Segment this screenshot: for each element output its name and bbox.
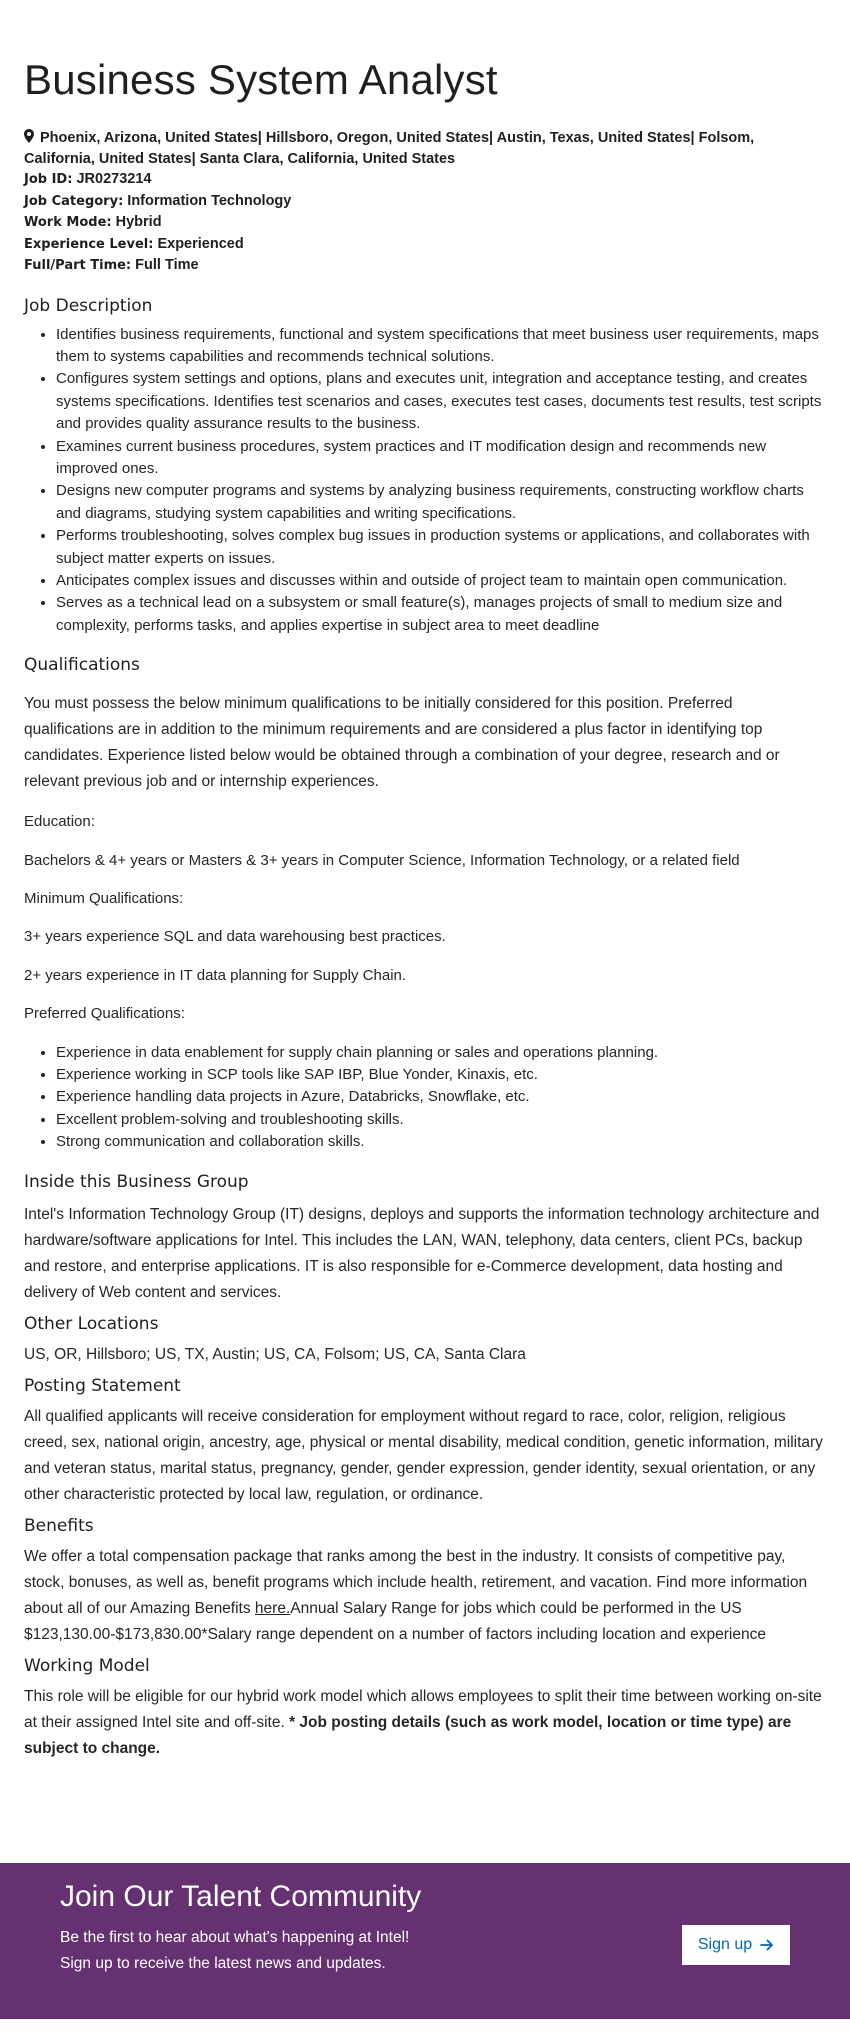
list-item: • Serves as a technical lead on a subsystem or small feature(s), manages projects of small to medium size and complexity, performs tasks, and applies expertise in subject area to meet deadline <box>56 592 826 637</box>
job-meta <box>24 128 826 277</box>
benefits-link[interactable]: here. <box>254 1599 291 1617</box>
minimum-qualifications-label: Minimum Qualifications: <box>24 890 184 907</box>
working-model-heading: Working Model <box>24 1655 150 1676</box>
job-id-label: Job ID: <box>24 172 73 187</box>
job-category-row <box>24 191 826 213</box>
posting-statement-text: All qualified applicants will receive consideration for employment without regard to race, color, religion, religious creed, sex, national origin, ancestry, age, physical or mental disability, medical condition, genetic information, military and veteran status, marital status, pregnancy, gender, gender expression, gender identity, sexual orientation, or any other characteristic protected by local law, regulation, or ordinance. <box>24 1407 823 1503</box>
business-group-heading: Inside this Business Group <box>24 1171 249 1192</box>
list-item: • Configures system settings and options, plans and executes unit, integration and acceptance testing, and creates systems specifications. Identifies test scenarios and cases, executes test cases, documents test results, test scripts and provides quality assurance results to the business. <box>56 368 826 435</box>
job-id-row <box>24 169 826 191</box>
job-category-value: Information Technology <box>127 192 292 209</box>
other-locations-text: US, OR, Hillsboro; US, TX, Austin; US, CA, Folsom; US, CA, Santa Clara <box>24 1345 526 1363</box>
working-model-disclaimer: * Job posting details (such as work model, location or time type) are subject to change. <box>24 1713 792 1757</box>
work-mode-row <box>24 212 826 234</box>
list-item: • Performs troubleshooting, solves complex bug issues in production systems or applications, and collaborates with subject matter experts on issues. <box>56 525 826 570</box>
talent-community-heading: Join Our Talent Community <box>60 1880 422 1913</box>
sign-up-label: Sign up <box>697 1936 753 1953</box>
education-text: Bachelors & 4+ years or Masters & 3+ years in Computer Science, Information Technology, or a related field <box>24 851 740 869</box>
job-category-label: Job Category: <box>24 193 124 209</box>
minimum-qualification: 2+ years experience in IT data planning for Supply Chain. <box>24 966 407 984</box>
list-item: • Anticipates complex issues and discusses within and outside of project team to maintain open communication. <box>56 570 826 592</box>
list-item: • Examines current business procedures, system practices and IT modification design and recommends new improved ones. <box>56 436 826 481</box>
map-pin-icon <box>24 129 34 143</box>
time-type-value: Full Time <box>135 257 199 273</box>
work-mode-value: Hybrid <box>115 214 162 230</box>
page-title: Business System Analyst <box>24 56 498 103</box>
business-group-text: Intel's Information Technology Group (IT) designs, deploys and supports the information technology architecture and hardware/software applications for Intel. This includes the LAN, WAN, telephony, data centers, client PCs, backup and restore, and enterprise applications. IT is also responsible for e-Commerce development, data hosting and delivery of Web content and services. <box>24 1205 820 1301</box>
experience-row <box>24 234 826 256</box>
education-label: Education: <box>24 813 95 831</box>
job-description-heading: Job Description <box>24 295 153 316</box>
work-mode-label: Work Mode: <box>24 215 112 230</box>
working-model-text <box>24 1684 826 1762</box>
other-locations-heading: Other Locations <box>24 1313 159 1334</box>
posting-statement-heading: Posting Statement <box>24 1375 181 1396</box>
time-type-row <box>24 255 826 277</box>
preferred-qualifications-list <box>24 1042 826 1154</box>
preferred-qualifications-label: Preferred Qualifications: <box>24 1005 185 1023</box>
experience-value: Experienced <box>157 235 244 252</box>
time-type-label: Full/Part Time: <box>24 258 132 273</box>
sign-up-button[interactable] <box>682 1925 790 1965</box>
qualifications-intro: You must possess the below minimum qualifications to be initially considered for this position. Preferred qualifications are in addition to the minimum requirements and are considered a plus factor in identifying top candidates. Experience listed below would be obtained through a combination of your degree, research and or relevant previous job and or internship experiences. <box>24 695 780 791</box>
job-location <box>24 128 826 169</box>
arrow-right-icon <box>760 1938 774 1952</box>
list-item: • Experience in data enablement for supply chain planning or sales and operations planning. <box>56 1042 826 1064</box>
benefits-heading: Benefits <box>24 1515 94 1536</box>
benefits-text-before: We offer a total compensation package that ranks among the best in the industry. It consists of competitive pay, stock, bonuses, as well as, benefit programs which include health, retirement, and vacation. Find more information about all of our Amazing Benefits <box>24 1547 808 1617</box>
talent-community-text: Be the first to hear about what's happening at Intel! Sign up to receive the latest news and updates. <box>60 1929 410 1972</box>
job-location-text: Phoenix, Arizona, United States| Hillsboro, Oregon, United States| Austin, Texas, United States| Folsom, California, United States| Santa Clara, California, United States <box>24 130 755 167</box>
list-item: • Experience working in SCP tools like SAP IBP, Blue Yonder, Kinaxis, etc. <box>56 1064 826 1086</box>
qualifications-heading: Qualifications <box>24 655 140 676</box>
benefits-text <box>24 1544 826 1648</box>
list-item: • Designs new computer programs and systems by analyzing business requirements, constructing workflow charts and diagrams, studying system capabilities and writing specifications. <box>56 480 826 525</box>
page-bottom-spacer <box>0 2019 850 2038</box>
list-item: • Identifies business requirements, functional and system specifications that meet business user requirements, maps them to systems capabilities and recommends technical solutions. <box>56 324 826 369</box>
job-description-list <box>24 324 826 638</box>
list-item: • Strong communication and collaboration skills. <box>56 1131 826 1153</box>
talent-community-banner <box>0 1863 850 2019</box>
working-model-description: This role will be eligible for our hybrid work model which allows employees to split their time between working on-site at their assigned Intel site and off-site. <box>24 1687 822 1731</box>
list-item: • Excellent problem-solving and troubleshooting skills. <box>56 1109 826 1131</box>
experience-label: Experience Level: <box>24 236 154 252</box>
job-id-value: JR0273214 <box>76 171 152 187</box>
list-item: • Experience handling data projects in Azure, Databricks, Snowflake, etc. <box>56 1086 826 1108</box>
benefits-text-after: Annual Salary Range for jobs which could be performed in the US $123,130.00-$173,830.00*Salary range dependent on a number of factors including location and experience <box>24 1599 766 1643</box>
minimum-qualification: 3+ years experience SQL and data warehousing best practices. <box>24 928 446 946</box>
